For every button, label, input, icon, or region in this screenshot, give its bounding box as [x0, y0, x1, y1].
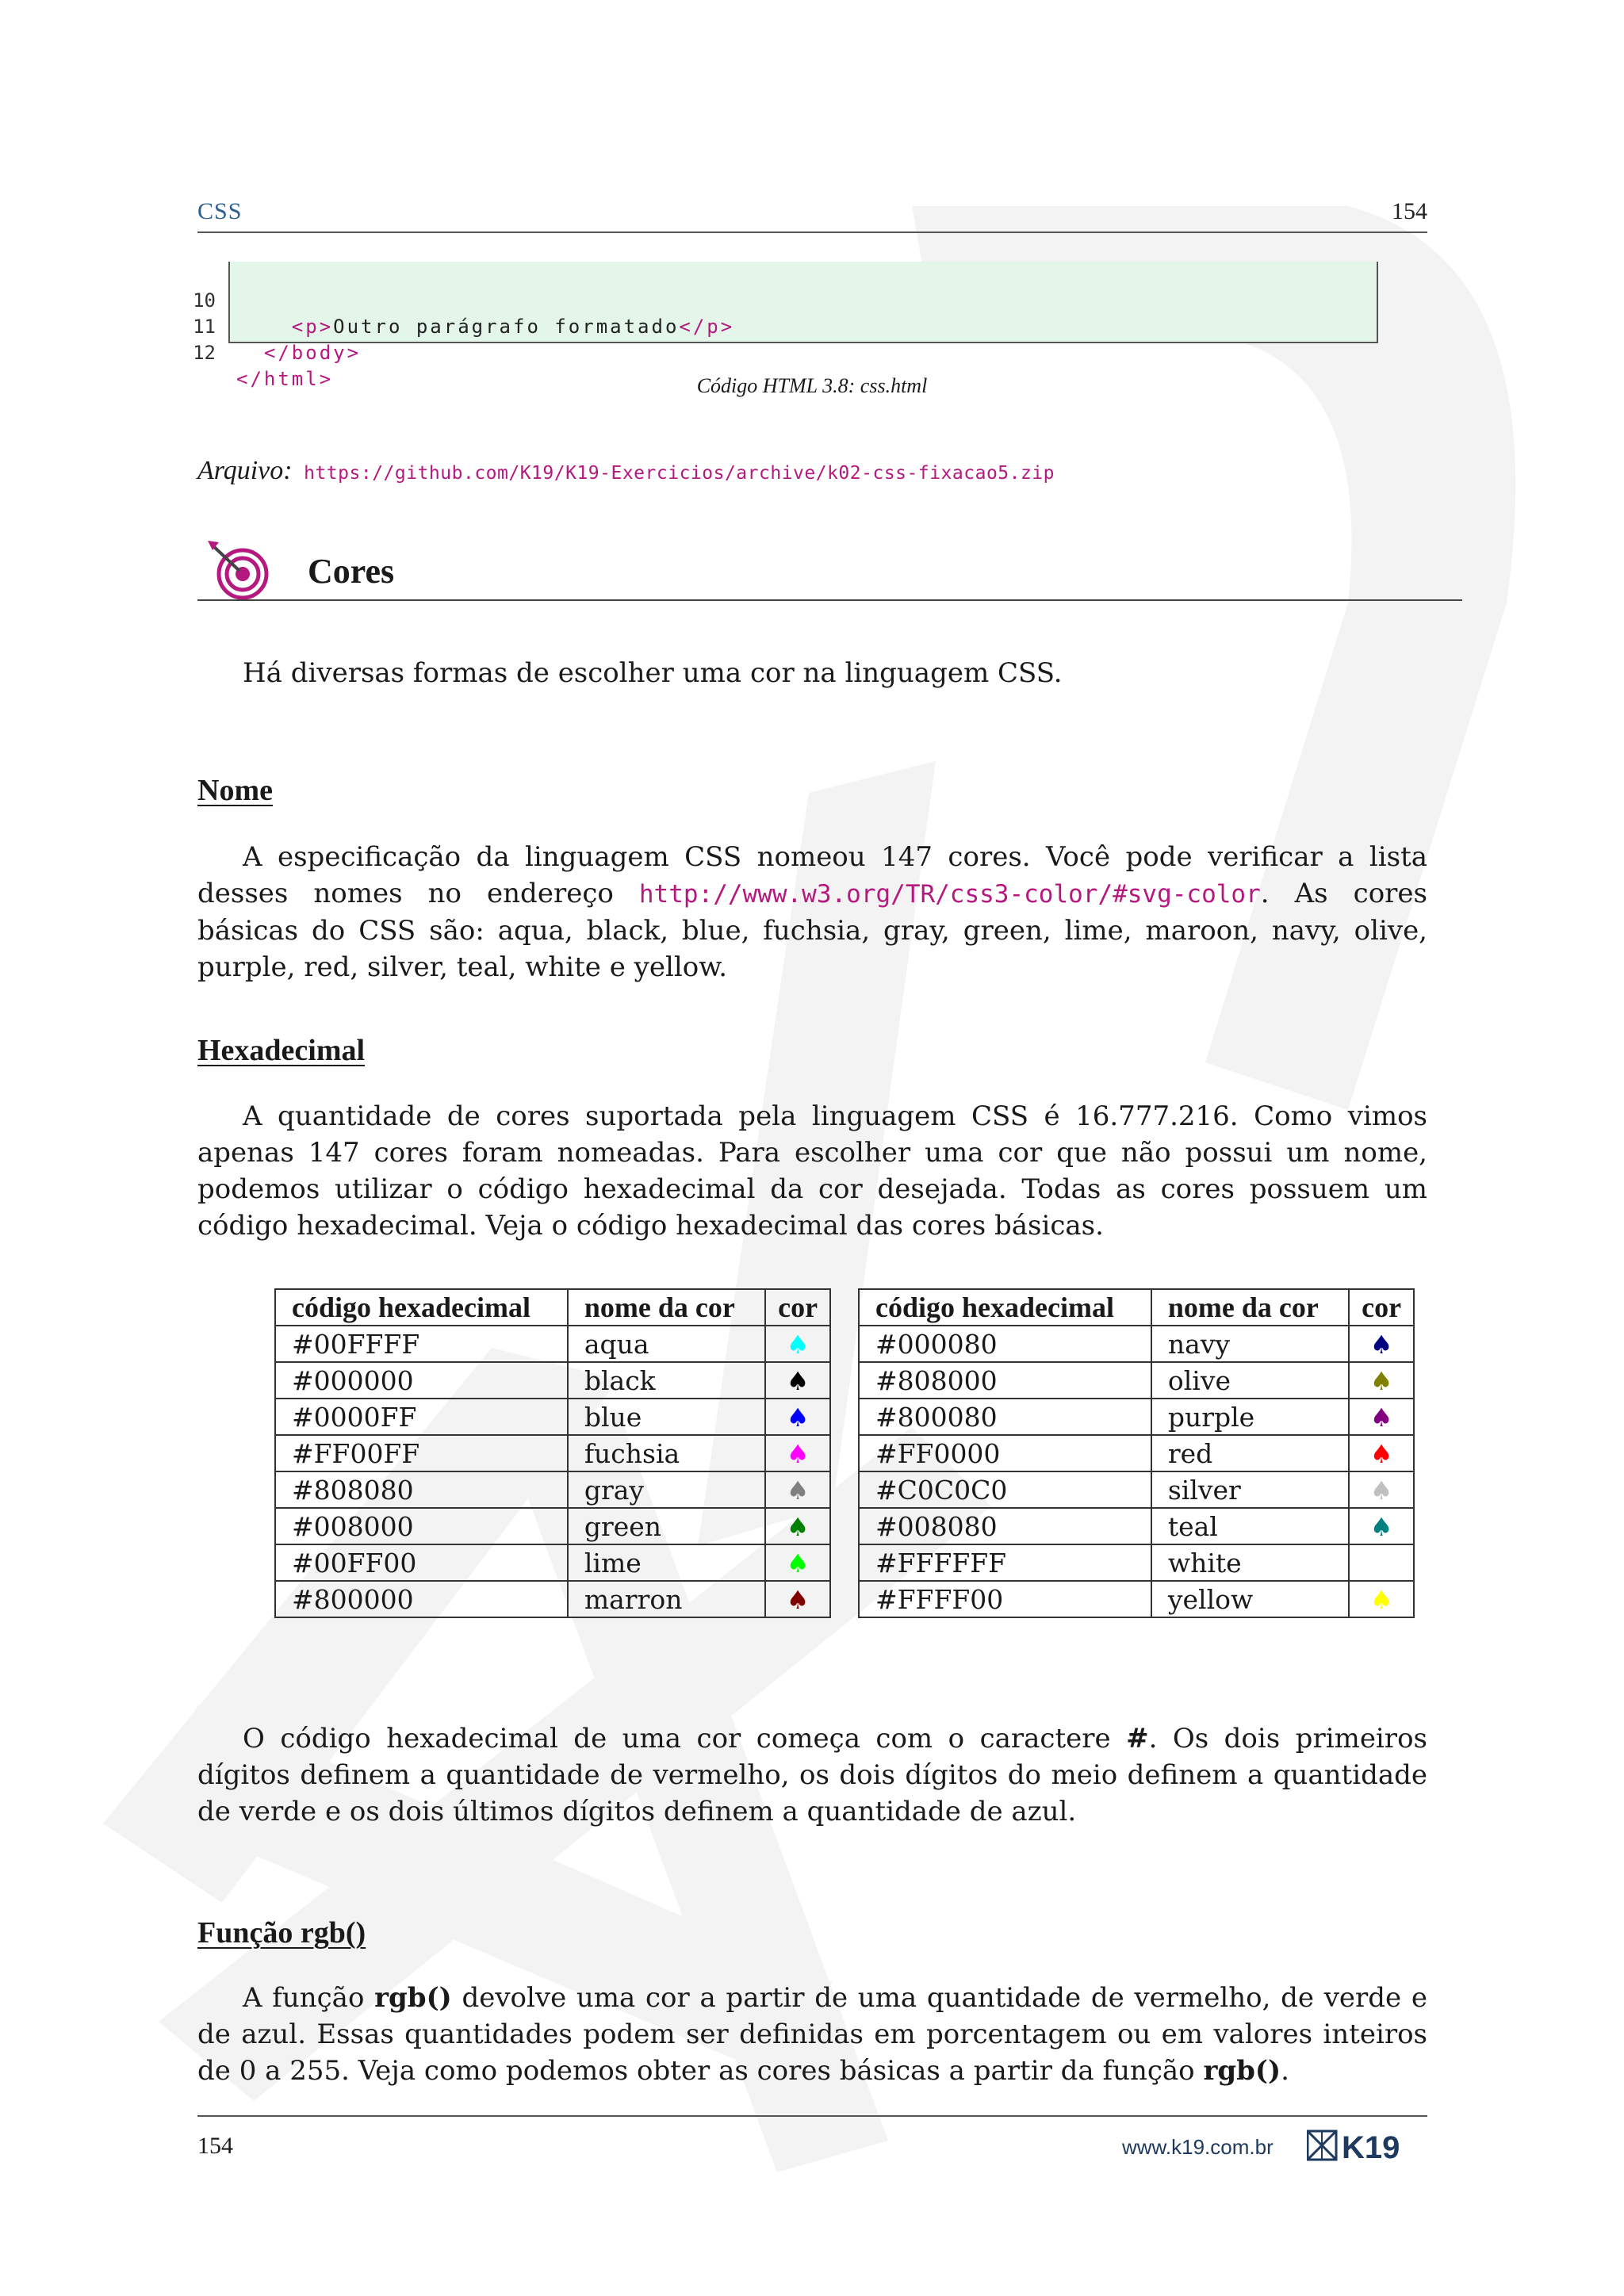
- spade-icon: ♠: [1369, 1548, 1393, 1578]
- column-header-code: código hexadecimal: [275, 1289, 568, 1326]
- line-number: 11: [193, 316, 216, 338]
- nome-paragraph: A especificação da linguagem CSS nomeou 147 cores. Você pode verificar a lista desses nomes no endereço http://www.w3.org/TR/css3-color/#svg-color. As cores básicas do CSS são: aqua, black, blue, fuchsia, gray, green, lime, maroon, navy, olive, purple, red, silver, teal, white e yellow.: [197, 841, 1427, 983]
- color-swatch-cell: [1349, 1471, 1414, 1508]
- color-name-cell: red: [1151, 1435, 1349, 1471]
- table-row: [859, 1435, 1414, 1471]
- spade-icon: ♠: [1369, 1438, 1393, 1469]
- color-swatch-cell: [765, 1471, 830, 1508]
- table-row: [859, 1581, 1414, 1617]
- color-name-cell: yellow: [1151, 1581, 1349, 1617]
- spade-icon: ♠: [786, 1438, 810, 1469]
- table-row: [275, 1399, 830, 1435]
- code-text: </html>: [236, 368, 334, 390]
- hex-code-cell: #800080: [859, 1399, 1151, 1435]
- color-table-right: [858, 1288, 1415, 1618]
- color-swatch-cell: [765, 1362, 830, 1399]
- color-swatch-cell: [1349, 1581, 1414, 1617]
- hex-code-cell: #0000FF: [275, 1399, 568, 1435]
- k19-logo-icon: [1307, 2129, 1429, 2162]
- table-header-row: [275, 1289, 830, 1326]
- color-name-cell: aqua: [568, 1326, 765, 1362]
- running-header-chapter: CSS: [197, 198, 243, 224]
- color-name-cell: navy: [1151, 1326, 1349, 1362]
- color-swatch-cell: [765, 1508, 830, 1544]
- table-row: [859, 1471, 1414, 1508]
- color-name-cell: lime: [568, 1544, 765, 1581]
- table-row: [859, 1399, 1414, 1435]
- spade-icon: ♠: [1369, 1475, 1393, 1506]
- color-name-cell: olive: [1151, 1362, 1349, 1399]
- svg-text:K19: K19: [1342, 2130, 1400, 2162]
- color-swatch-cell: [765, 1399, 830, 1435]
- archive-link[interactable]: https://github.com/K19/K19-Exercicios/archive/k02-css-fixacao5.zip: [304, 463, 1055, 484]
- color-name-cell: purple: [1151, 1399, 1349, 1435]
- code-text: </body>: [263, 342, 362, 364]
- running-header-page: 154: [1392, 198, 1427, 224]
- table-row: [859, 1508, 1414, 1544]
- footer-site-link[interactable]: www.k19.com.br: [1122, 2135, 1274, 2159]
- archive-label: Arquivo:: [197, 456, 293, 485]
- table-row: [275, 1326, 830, 1362]
- color-swatch-cell: [765, 1326, 830, 1362]
- color-name-cell: teal: [1151, 1508, 1349, 1544]
- spade-icon: ♠: [1369, 1329, 1393, 1360]
- subsection-nome-title: Nome: [197, 774, 273, 807]
- header-rule: [197, 232, 1427, 233]
- spade-icon: ♠: [786, 1548, 810, 1578]
- color-name-cell: white: [1151, 1544, 1349, 1581]
- hex-code-cell: #FFFFFF: [859, 1544, 1151, 1581]
- color-name-cell: marron: [568, 1581, 765, 1617]
- hex-code-cell: #008000: [275, 1508, 568, 1544]
- line-number: 12: [193, 342, 216, 364]
- spade-icon: ♠: [1369, 1365, 1393, 1396]
- color-swatch-cell: [765, 1581, 830, 1617]
- color-name-cell: blue: [568, 1399, 765, 1435]
- color-name-cell: green: [568, 1508, 765, 1544]
- hex-code-cell: #008080: [859, 1508, 1151, 1544]
- spade-icon: ♠: [786, 1475, 810, 1506]
- color-name-cell: fuchsia: [568, 1435, 765, 1471]
- color-swatch-cell: [1349, 1508, 1414, 1544]
- spade-icon: ♠: [1369, 1511, 1393, 1542]
- color-swatch-cell: [1349, 1435, 1414, 1471]
- color-swatch-cell: [1349, 1362, 1414, 1399]
- color-swatch-cell: [1349, 1544, 1414, 1581]
- spade-icon: ♠: [786, 1365, 810, 1396]
- spade-icon: ♠: [786, 1511, 810, 1542]
- table-row: [859, 1544, 1414, 1581]
- hex-code-cell: #000000: [275, 1362, 568, 1399]
- hex-code-cell: #808000: [859, 1362, 1151, 1399]
- hexadecimal-paragraph: A quantidade de cores suportada pela linguagem CSS é 16.777.216. Como vimos apenas 147 cores foram nomeadas. Para escolher uma cor que não possui um nome, podemos utilizar o código hexadecimal da cor desejada. Todas as cores possuem um código hexadecimal. Veja o código hexadecimal das cores básicas.: [197, 1100, 1427, 1242]
- table-row: [275, 1362, 830, 1399]
- color-name-cell: black: [568, 1362, 765, 1399]
- color-name-cell: silver: [1151, 1471, 1349, 1508]
- column-header-name: nome da cor: [1151, 1289, 1349, 1326]
- hex-code-cell: #C0C0C0: [859, 1471, 1151, 1508]
- color-swatch-cell: [1349, 1326, 1414, 1362]
- hex-explanation-paragraph: O código hexadecimal de uma cor começa com o caractere #. Os dois primeiros dígitos definem a quantidade de vermelho, os dois dígitos do meio definem a quantidade de verde e os dois últimos dígitos definem a quantidade de azul.: [197, 1723, 1427, 1827]
- code-text: <p>Outro parágrafo formatado</p>: [291, 316, 735, 338]
- hex-code-cell: #808080: [275, 1471, 568, 1508]
- table-row: [275, 1435, 830, 1471]
- target-icon: [208, 539, 271, 603]
- table-header-row: [859, 1289, 1414, 1326]
- archive-line: [197, 456, 1055, 486]
- footer-rule: [197, 2115, 1427, 2117]
- table-row: [275, 1508, 830, 1544]
- spade-icon: ♠: [1369, 1402, 1393, 1433]
- hex-code-cell: #FF0000: [859, 1435, 1151, 1471]
- hex-code-cell: #000080: [859, 1326, 1151, 1362]
- hex-code-cell: #00FF00: [275, 1544, 568, 1581]
- table-row: [275, 1581, 830, 1617]
- table-row: [859, 1326, 1414, 1362]
- column-header-color: cor: [765, 1289, 830, 1326]
- column-header-color: cor: [1349, 1289, 1414, 1326]
- table-row: [275, 1544, 830, 1581]
- hex-code-cell: #800000: [275, 1581, 568, 1617]
- hex-code-cell: #00FFFF: [275, 1326, 568, 1362]
- color-swatch-cell: [765, 1544, 830, 1581]
- spade-icon: ♠: [786, 1584, 810, 1615]
- color-swatch-cell: [765, 1435, 830, 1471]
- table-row: [275, 1471, 830, 1508]
- code-caption: Código HTML 3.8: css.html: [696, 374, 928, 397]
- spade-icon: ♠: [786, 1329, 810, 1360]
- footer-page-number: 154: [197, 2133, 233, 2159]
- hex-code-cell: #FFFF00: [859, 1581, 1151, 1617]
- color-table-left: [274, 1288, 831, 1618]
- section-rule: [197, 599, 1462, 601]
- column-header-name: nome da cor: [568, 1289, 765, 1326]
- hex-code-cell: #FF00FF: [275, 1435, 568, 1471]
- spade-icon: ♠: [786, 1402, 810, 1433]
- color-name-cell: gray: [568, 1471, 765, 1508]
- section-title: Cores: [308, 552, 395, 591]
- line-number: 10: [193, 289, 216, 312]
- w3-color-link[interactable]: http://www.w3.org/TR/css3-color/#svg-color: [638, 880, 1261, 909]
- intro-paragraph: Há diversas formas de escolher uma cor na linguagem CSS.: [243, 657, 1063, 689]
- spade-icon: ♠: [1369, 1584, 1393, 1615]
- subsection-rgb-title: Função rgb(): [197, 1916, 366, 1950]
- table-row: [859, 1362, 1414, 1399]
- column-header-code: código hexadecimal: [859, 1289, 1151, 1326]
- rgb-paragraph: A função rgb() devolve uma cor a partir de uma quantidade de vermelho, de verde e de azul. Essas quantidades podem ser definidas em porcentagem ou em valores inteiros de 0 a 255. Veja como podemos obter as cores básicas a partir da função rgb().: [197, 1982, 1427, 2087]
- color-swatch-cell: [1349, 1399, 1414, 1435]
- subsection-hexadecimal-title: Hexadecimal: [197, 1034, 366, 1067]
